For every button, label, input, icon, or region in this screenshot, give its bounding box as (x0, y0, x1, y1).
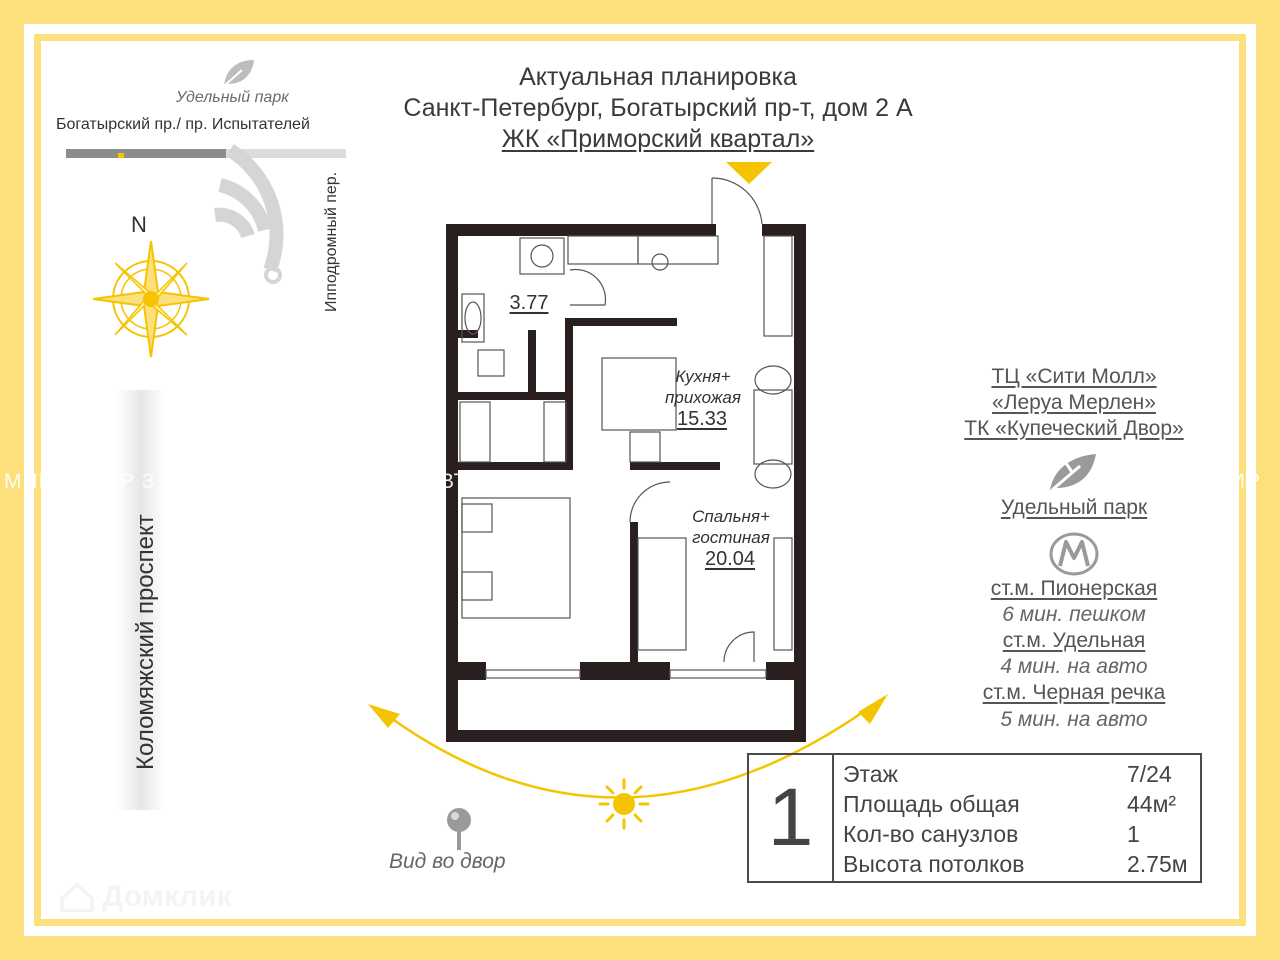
park-link[interactable]: Удельный парк (1000, 496, 1148, 519)
compass-north: N (131, 212, 147, 237)
header-title: Актуальная планировка (519, 63, 797, 91)
info-key: Площадь общая (843, 791, 1020, 817)
rooms-count: 1 (749, 755, 834, 881)
metro-icon (1048, 532, 1100, 576)
info-row-area (843, 791, 1193, 821)
road-curve (210, 140, 330, 290)
courtyard-view-label: Вид во двор (389, 850, 506, 873)
info-key: Этаж (843, 761, 898, 787)
mall2-link[interactable]: «Леруа Мерлен» (992, 391, 1156, 414)
metro2-link[interactable]: ст.м. Удельная (1002, 629, 1146, 652)
info-row-floor (843, 761, 1193, 791)
header-complex-wrap (300, 124, 1016, 155)
bedroom-area: 20.04 (704, 548, 756, 570)
info-box (747, 753, 1202, 883)
house-icon (60, 882, 94, 912)
side-lane-label: Ипподромный пер. (323, 171, 340, 312)
metro1-wrap (924, 576, 1224, 602)
watermark-left: МИР (4, 470, 54, 493)
header-address: Санкт-Петербург, Богатырский пр-т, дом 2 А (403, 94, 913, 122)
metro2-time: 4 мин. на авто (1000, 655, 1148, 678)
mall3-link[interactable]: ТК «Купеческий Двор» (964, 417, 1184, 440)
floor-plan (440, 170, 820, 750)
road-bar (66, 149, 226, 158)
brand-logo (60, 880, 232, 914)
kitchen-label: Кухня+ прихожая (665, 367, 741, 407)
park-wrap (924, 495, 1224, 521)
info-row-ceiling (843, 851, 1193, 881)
bedroom-label: Спальня+ гостиная (692, 507, 770, 547)
park-top-label: Удельный парк (176, 89, 289, 106)
metro3-time: 5 мин. на авто (1000, 708, 1148, 731)
info-key: Кол-во санузлов (843, 821, 1019, 847)
metro1-time: 6 мин. пешком (1002, 603, 1146, 626)
info-row-bathrooms (843, 821, 1193, 851)
leaf-icon (220, 58, 256, 88)
metro2-wrap (924, 628, 1224, 654)
info-value: 7/24 (1127, 761, 1172, 787)
mall1-wrap (924, 364, 1224, 390)
kitchen-area: 15.33 (676, 408, 728, 430)
metro3-link[interactable]: ст.м. Черная речка (982, 681, 1166, 704)
header-complex[interactable]: ЖК «Приморский квартал» (501, 125, 815, 153)
watermark-right: ТИР З (1216, 470, 1261, 517)
watermark-middle: ВТ (440, 470, 468, 493)
info-value: 2.75м (1127, 851, 1188, 877)
location-pin-icon (444, 806, 474, 852)
brand-name: Домклик (102, 880, 232, 913)
location-marker (118, 153, 124, 158)
watermark-left2: ТИР З (90, 470, 156, 493)
crossroads-label: Богатырский пр./ пр. Испытателей (56, 116, 310, 133)
mall3-wrap (924, 416, 1224, 442)
bathroom-area: 3.77 (509, 292, 549, 314)
compass-rose-icon (92, 240, 210, 358)
park-leaf-icon (1046, 450, 1100, 494)
avenue-label: Коломяжский проспект (132, 514, 159, 770)
info-value: 44м² (1127, 791, 1177, 817)
mall1-link[interactable]: ТЦ «Сити Молл» (991, 365, 1157, 388)
info-value: 1 (1127, 821, 1140, 847)
info-key: Высота потолков (843, 851, 1025, 877)
sun-icon (596, 776, 652, 832)
mall2-wrap (924, 390, 1224, 416)
metro1-link[interactable]: ст.м. Пионерская (990, 577, 1158, 600)
metro3-wrap (924, 680, 1224, 706)
